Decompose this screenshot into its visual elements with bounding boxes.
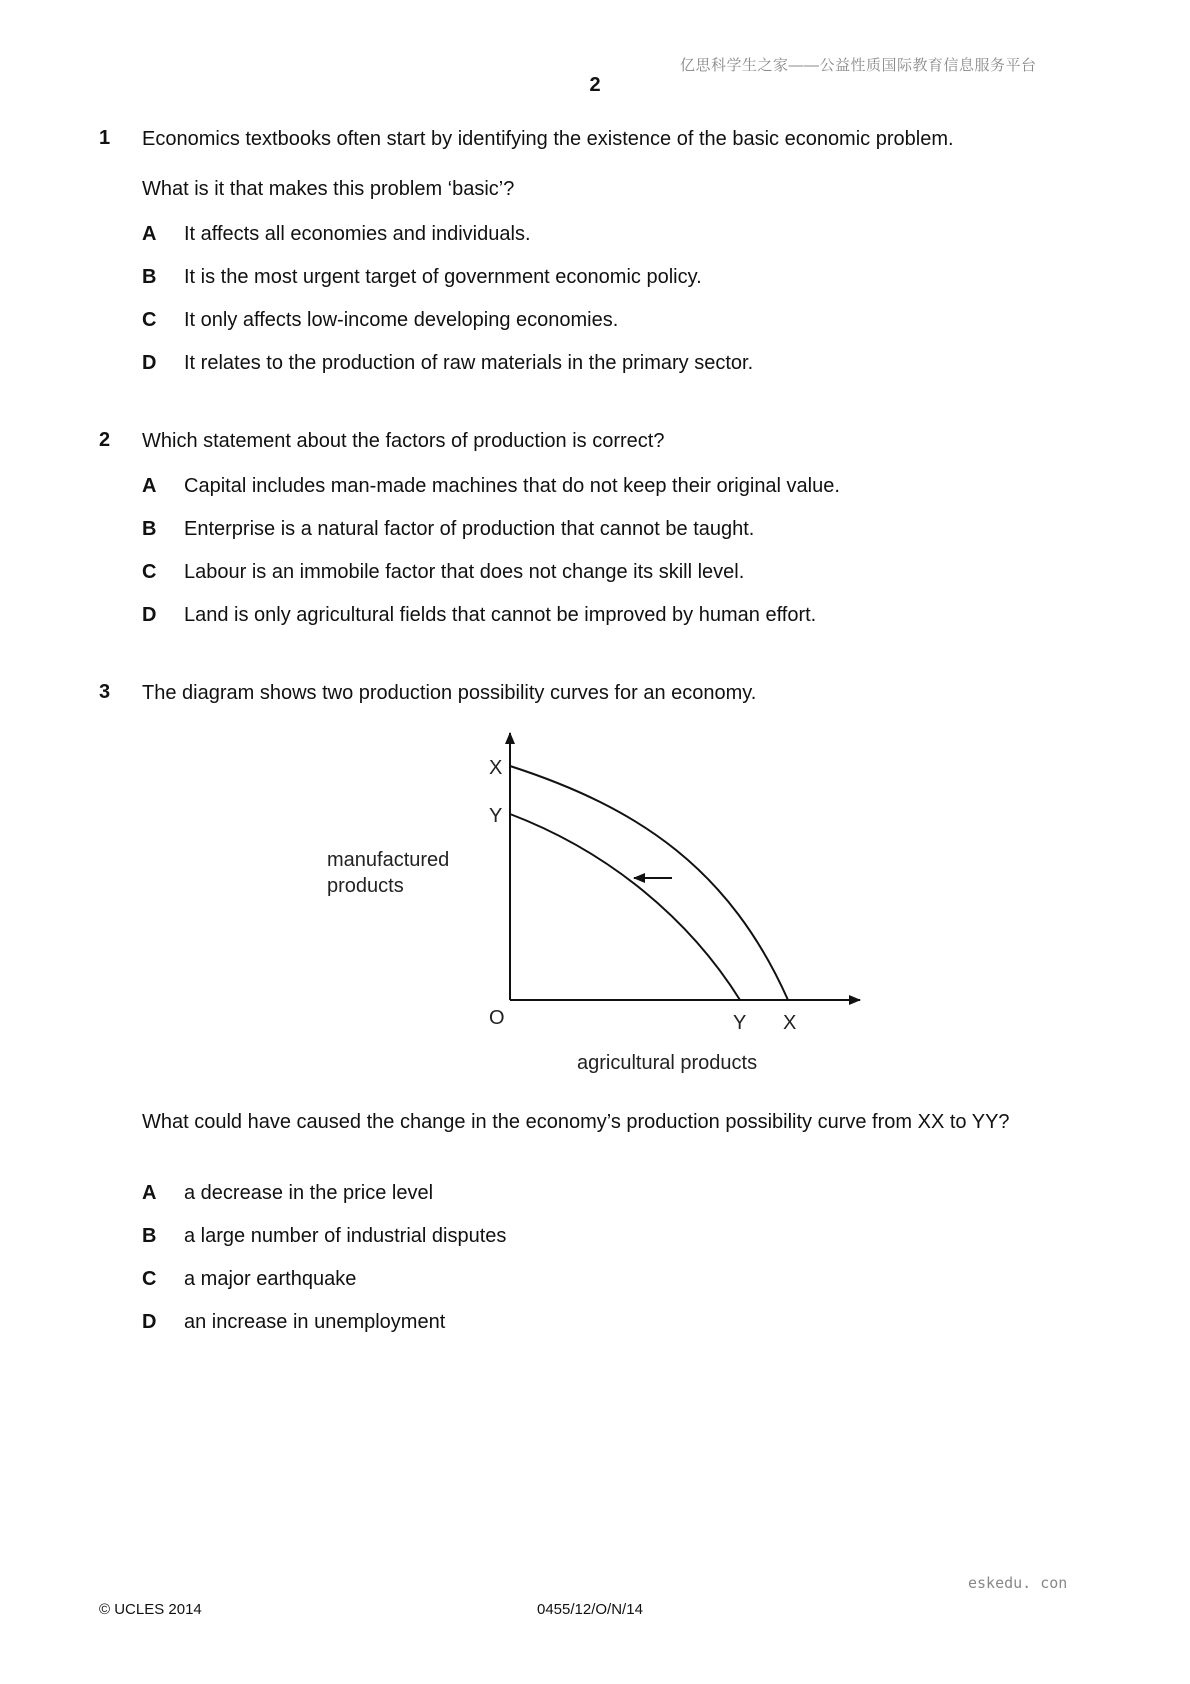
inner-curve-y-label: Y — [489, 805, 503, 827]
option-letter: D — [142, 1311, 157, 1333]
page-number: 2 — [589, 74, 601, 96]
option-text: Land is only agricultural fields that cannot be improved by human effort. — [184, 604, 817, 626]
question-prompt: What could have caused the change in the economy’s production possibility curve from XX to YY? — [142, 1111, 1010, 1133]
origin-label: O — [489, 1007, 505, 1029]
option-letter: B — [142, 266, 157, 288]
option-letter: B — [142, 518, 157, 540]
option-letter: A — [142, 475, 157, 497]
option-text: a decrease in the price level — [184, 1182, 434, 1204]
option-text: Capital includes man-made machines that do not keep their original value. — [184, 475, 840, 497]
option-letter: C — [142, 561, 157, 583]
watermark-text: 亿思科学生之家——公益性质国际教育信息服务平台 — [680, 57, 1037, 74]
site-watermark: eskedu. con — [968, 1574, 1068, 1592]
option-letter: C — [142, 1268, 157, 1290]
option-text: It is the most urgent target of government economic policy. — [184, 266, 702, 288]
question-stem: Which statement about the factors of production is correct? — [142, 430, 665, 452]
question-stem: Economics textbooks often start by identifying the existence of the basic economic problem. — [142, 128, 954, 150]
option-text: It affects all economies and individuals. — [184, 223, 531, 245]
outer-curve-y-label: X — [489, 757, 503, 779]
option-text: an increase in unemployment — [184, 1311, 446, 1333]
option-letter: A — [142, 1182, 157, 1204]
option-letter: D — [142, 604, 157, 626]
copyright: © UCLES 2014 — [99, 1601, 202, 1618]
y-axis-label: products — [327, 875, 404, 897]
y-axis-label: manufactured — [327, 849, 450, 871]
paper-code: 0455/12/O/N/14 — [537, 1601, 643, 1618]
x-axis-label: agricultural products — [577, 1052, 758, 1074]
question-stem: The diagram shows two production possibility curves for an economy. — [142, 682, 757, 704]
option-letter: A — [142, 223, 157, 245]
outer-curve-x-label: X — [783, 1012, 797, 1034]
option-text: a large number of industrial disputes — [184, 1225, 507, 1247]
question-number: 3 — [99, 681, 111, 703]
option-text: It only affects low-income developing economies. — [184, 309, 619, 331]
question-number: 1 — [99, 127, 111, 149]
option-text: a major earthquake — [184, 1268, 357, 1290]
option-text: Enterprise is a natural factor of production that cannot be taught. — [184, 518, 755, 540]
question-prompt: What is it that makes this problem ‘basic’? — [142, 178, 515, 200]
option-text: It relates to the production of raw materials in the primary sector. — [184, 352, 754, 374]
option-letter: C — [142, 309, 157, 331]
option-text: Labour is an immobile factor that does not change its skill level. — [184, 561, 745, 583]
question-number: 2 — [99, 429, 111, 451]
outer-ppc-curve-xx — [510, 766, 788, 1000]
inner-curve-x-label: Y — [733, 1012, 747, 1034]
option-letter: B — [142, 1225, 157, 1247]
inner-ppc-curve-yy — [510, 814, 740, 1000]
option-letter: D — [142, 352, 157, 374]
